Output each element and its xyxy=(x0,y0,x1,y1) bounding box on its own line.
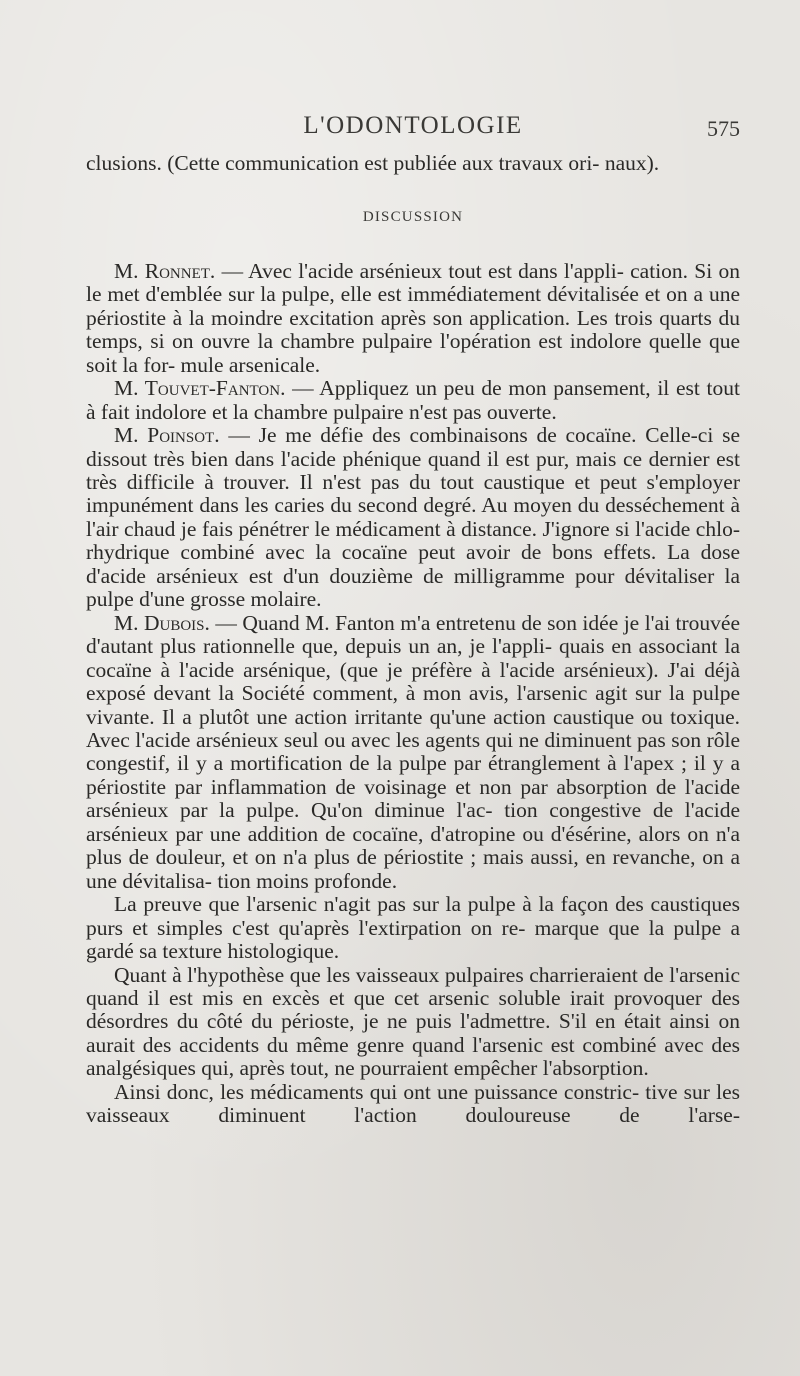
intro-paragraph: clusions. (Cette communication est publiée aux travaux ori- naux). xyxy=(86,151,660,175)
paragraph-ainsi-donc xyxy=(86,1081,740,1128)
paragraph-preuve xyxy=(86,893,740,963)
paragraph-touvet-fanton xyxy=(86,377,740,424)
paragraph-text: — Appliquez un peu de mon pansement, il est tout à fait indolore et la chambre pulpaire n'est pas ouverte. xyxy=(86,376,740,424)
running-title: L'ODONTOLOGIE xyxy=(303,112,523,139)
body-text xyxy=(86,152,740,1128)
paragraph-hypothese xyxy=(86,964,740,1081)
paragraph-poinsot xyxy=(86,424,740,612)
page-number: 575 xyxy=(707,116,740,141)
section-heading: DISCUSSION xyxy=(362,209,464,226)
document-page xyxy=(86,112,740,1128)
speaker-name: M. Touvet-Fanton. xyxy=(114,376,286,401)
speaker-name: M. Poinsot. xyxy=(114,423,220,448)
paragraph-ronnet xyxy=(86,260,740,377)
paragraph-dubois xyxy=(86,612,740,893)
paragraph-text: La preuve que l'arsenic n'agit pas sur la pulpe à la façon des caustiques purs et simples c'est qu'après l'extirpation on re- marque que la pulpe a gardé sa texture histologique. xyxy=(86,892,740,964)
speaker-name: M. Dubois. xyxy=(114,610,210,635)
paragraph-text: Quant à l'hypothèse que les vaisseaux pulpaires charrieraient de l'arsenic quand il est mis en excès et que cet arsenic soluble irait provoquer des désordres du côté du périoste, je ne puis l'admettre. S'il en était ainsi on aurait des accidents du même genre quand l'arsenic est combiné avec des analgésiques qui, après tout, ne pourraient empêcher l'absorption. xyxy=(86,962,740,1081)
paragraph-text: — Je me défie des combinaisons de cocaïne. Celle-ci se dissout très bien dans l'acide phénique quand il est pur, mais ce dernier est très difficile à trouver. Il n'est pas du tout caustique et peut s'employer impunément dans les caries du second degré. Au moyen du desséchement à l'air chaud je fais pénétrer le médicament à distance. J'ignore si l'acide chlo- rhydrique combiné avec la cocaïne peut avoir de bons effets. La dose d'acide arsénieux est d'un douzième de milligramme pour dévitaliser la pulpe d'une grosse molaire. xyxy=(86,423,740,612)
paragraph-text: — Avec l'acide arsénieux tout est dans l'appli- cation. Si on le met d'emblée sur la pulpe, elle est immédiatement dévitalisée et on a une périostite à la moindre excitation après son application. Les trois quarts du temps, si on ouvre la chambre pulpaire l'opération est indolore quelle que soit la for- mule arsenicale. xyxy=(86,258,741,377)
page-header xyxy=(86,112,740,152)
paragraph-text: — Quand M. Fanton m'a entretenu de son idée je l'ai trouvée d'autant plus rationnelle que, depuis un an, je l'appli- quais en associant la cocaïne à l'acide arsénique, (que je préfère à l'acide arsénieux). J'ai déjà exposé devant la Société comment, à mon avis, l'arsenic agit sur la pulpe vivante. Il a plutôt une action irritante qu'une action caustique ou toxique. Avec l'acide arsénieux seul ou avec les agents qui ne diminuent pas son rôle congestif, il y a mortification de la pulpe par étranglement à l'apex ; il y a périostite par inflammation de voisinage et non par absorption de l'acide arsénieux par la pulpe. Qu'on diminue l'ac- tion congestive de l'acide arsénieux par une addition de cocaïne, d'atropine ou d'ésérine, alors on n'a plus de douleur, et on n'a plus de périostite ; mais aussi, en revanche, on a une dévitalisa- tion moins profonde. xyxy=(86,610,740,893)
speaker-name: M. Ronnet. xyxy=(114,258,216,283)
paragraph-text: Ainsi donc, les médicaments qui ont une puissance constric- tive sur les vaisseaux diminuent l'action douloureuse de l'arse- xyxy=(86,1079,740,1128)
